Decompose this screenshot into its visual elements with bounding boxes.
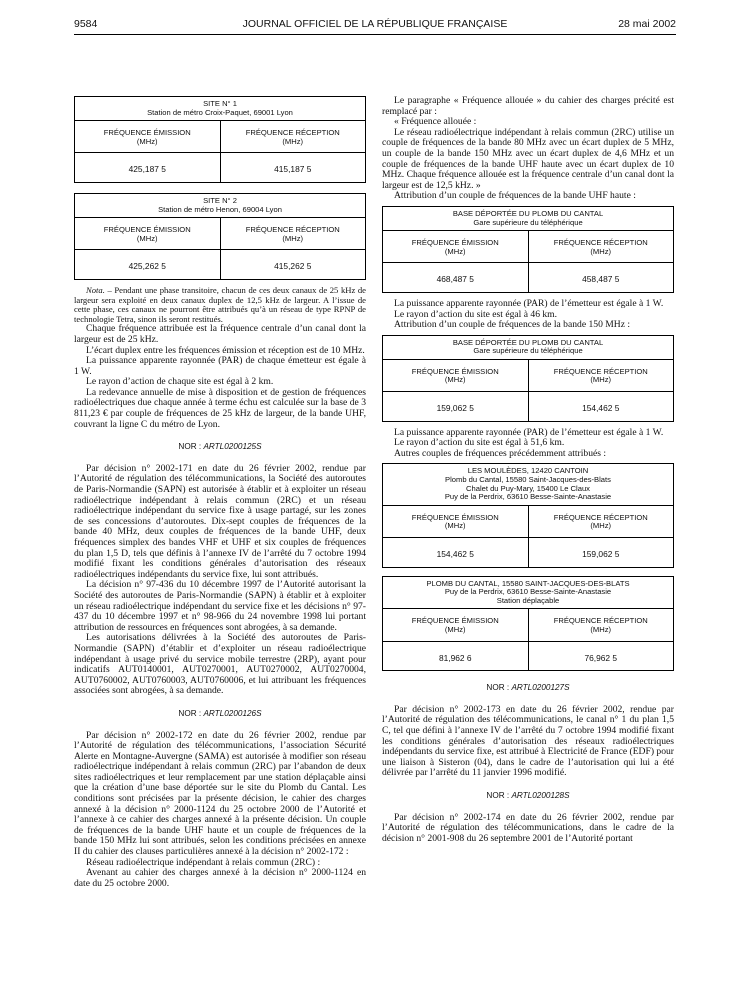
paragraph: Le rayon d’action de chaque site est égal à 2 km. bbox=[86, 376, 274, 388]
table-header-row bbox=[383, 231, 673, 263]
table-title-line: Gare supérieure du téléphérique bbox=[473, 346, 583, 356]
table-row bbox=[383, 392, 673, 421]
paragraph: La redevance annuelle de mise à disposition et de gestion de fréquences radioélectriques due chaque année à terme échu est calculée sur la base de 3 811,23 € par couple de fréquences de 25 kHz de largeur, de la bande UHF, couvrant la ligne C du métro de Lyon. bbox=[74, 386, 366, 430]
emission-value: 425,187 5 bbox=[128, 164, 166, 175]
paragraph: La décision n° 97-436 du 10 décembre 1997 de l’Autorité autorisant la Société des autoroutes de Paris-Normandie (SAPN) à établir et à exploiter un réseau radioélectrique indépendant du service fixe et les décisions n° 97-437 du 10 décembre 1997 et n° 98-966 du 24 novembre 1998 lui portant attribution de ressources en fréquences sont abrogées, à sa demande. bbox=[74, 579, 366, 633]
header-reception: FRÉQUENCE RÉCEPTION (MHz) bbox=[528, 506, 674, 538]
left-column bbox=[74, 96, 366, 889]
table-title bbox=[383, 464, 673, 505]
paragraph: Par décision n° 2002-174 en date du 26 février 2002, rendue par l’Autorité de régulation des télécommunications, dans le cadre de la décision n° 2001-908 du 26 septembre 2001 de l’Autorité portant bbox=[382, 811, 674, 844]
header-emission: FRÉQUENCE ÉMISSION (MHz) bbox=[383, 506, 528, 538]
reception-value: 154,462 5 bbox=[528, 392, 674, 421]
emission-value: 468,487 5 bbox=[436, 274, 474, 285]
table-title bbox=[383, 207, 673, 231]
table-row bbox=[383, 642, 673, 671]
paragraph: Avenant au cahier des charges annexé à la décision n° 2000-1124 en date du 25 octobre 2000. bbox=[74, 867, 366, 889]
table-title bbox=[383, 577, 673, 610]
paragraph: Le paragraphe « Fréquence allouée » du cahier des charges précité est remplacé par : bbox=[382, 95, 674, 117]
table-title-line: SITE N° 1 bbox=[203, 99, 237, 108]
paragraph: La puissance apparente rayonnée (PAR) de l’émetteur est égale à 1 W. bbox=[394, 297, 664, 309]
table-title bbox=[383, 336, 673, 360]
paragraph: Par décision n° 2002-171 en date du 26 février 2002, rendue par l’Autorité de régulation des télécommunications, la Société des autoroutes de Paris-Normandie (SAPN) est autorisée à établir et à exploiter un réseau radioélectrique indépendant à relais commun (2RC) et un réseau radioélectrique indépendant du service fixe à usage partagé, sur les zones de ses concessions d’autoroutes. Dix-sept couples de fréquences de la bande 40 MHz, deux couples de fréquences de la bande UHF, deux fréquences simplex des bandes VHF et UHF et six couples de fréquences du plan 1,5 D, tels que définis à l’annexe IV de l’arrêté du 7 octobre 1994 modifié fixant les conditions générales d’autorisation des réseaux radioélectriques indépendants du service fixe, lui sont attribués. bbox=[74, 462, 366, 580]
paragraph: L’écart duplex entre les fréquences émission et réception est de 10 MHz. bbox=[86, 344, 365, 356]
emission-value: 81,962 6 bbox=[438, 652, 472, 663]
table-title-line: Plomb du Cantal, 15580 Saint-Jacques-des-Blats bbox=[445, 475, 611, 485]
header-reception: FRÉQUENCE RÉCEPTION (MHz) bbox=[220, 121, 366, 153]
reception-value: 415,187 5 bbox=[220, 153, 366, 182]
nor-reference: NOR : ARTL0200126S bbox=[178, 708, 262, 718]
right-column bbox=[382, 96, 674, 844]
header-emission: FRÉQUENCE ÉMISSION (MHz) bbox=[383, 360, 528, 392]
table-header-row bbox=[383, 506, 673, 538]
emission-value: 159,062 5 bbox=[436, 403, 474, 414]
paragraph: Le rayon d’action du site est égal à 51,6 km. bbox=[394, 437, 565, 449]
paragraph: Attribution d’un couple de fréquences de la bande 150 MHz : bbox=[394, 319, 631, 331]
paragraph: La puissance apparente rayonnée (PAR) de l’émetteur est égale à 1 W. bbox=[394, 426, 664, 438]
table-title-line: Chalet du Puy-Mary, 15400 Le Claux bbox=[466, 483, 590, 493]
table-title-line: Puy de la Perdrix, 63610 Besse-Sainte-Anastasie bbox=[444, 492, 612, 502]
emission-value: 425,262 5 bbox=[128, 261, 166, 272]
table-header-row bbox=[75, 218, 365, 250]
table-title bbox=[75, 97, 365, 121]
table-row bbox=[75, 250, 365, 279]
paragraph: Chaque fréquence attribuée est la fréquence centrale d’un canal dont la largeur est de 25 kHz. bbox=[74, 323, 366, 345]
reception-value: 76,962 5 bbox=[528, 642, 674, 671]
frequency-table-plomb bbox=[382, 576, 674, 672]
paragraph: Réseau radioélectrique indépendant à relais commun (2RC) : bbox=[86, 856, 321, 868]
table-header-row bbox=[383, 360, 673, 392]
publication-date: 28 mai 2002 bbox=[618, 18, 676, 30]
nor-reference: NOR : ARTL0200128S bbox=[486, 790, 570, 800]
header-reception: FRÉQUENCE RÉCEPTION (MHz) bbox=[528, 360, 674, 392]
frequency-table-site-1 bbox=[74, 96, 366, 183]
header-emission: FRÉQUENCE ÉMISSION (MHz) bbox=[383, 231, 528, 263]
frequency-table-uhf bbox=[382, 206, 674, 293]
page-number: 9584 bbox=[74, 18, 98, 30]
paragraph: Le réseau radioélectrique indépendant à relais commun (2RC) utilise un couple de fréquences de la bande 80 MHz avec un écart duplex de 5 MHz, un couple de la bande 150 MHz avec un écart duplex de 4,6 MHz et un couple de fréquences de la bande UHF haute avec un écart duplex de 10 MHz. Chaque fréquence allouée est la fréquence centrale d’un canal dont la largeur est de 12,5 kHz. » bbox=[382, 126, 674, 191]
paragraph: « Fréquence allouée : bbox=[394, 116, 477, 128]
frequency-table-150mhz bbox=[382, 335, 674, 422]
table-title-line: BASE DÉPORTÉE DU PLOMB DU CANTAL bbox=[452, 337, 604, 347]
table-title-line: Puy de la Perdrix, 63610 Besse-Sainte-Anastasie bbox=[444, 587, 612, 597]
header-reception: FRÉQUENCE RÉCEPTION (MHz) bbox=[528, 609, 674, 641]
note-paragraph bbox=[74, 286, 366, 324]
reception-value: 458,487 5 bbox=[528, 263, 674, 292]
paragraph: Par décision n° 2002-173 en date du 26 février 2002, rendue par l’Autorité de régulation des télécommunications, le canal n° 1 du plan 1,5 C, tel que défini à l’annexe IV de l’arrêté du 7 octobre 1994 modifié fixant les conditions générales d’autorisation des réseaux radioélectriques indépendants du service fixe, est attribué à Electricité de France (EDF) pour une liaison à Sisteron (04), dans le cadre de l’autorisation qui lui a été délivrée par l’arrêté du 11 janvier 1996 modifié. bbox=[382, 703, 674, 779]
table-title-line: BASE DÉPORTÉE DU PLOMB DU CANTAL bbox=[452, 208, 604, 218]
header-reception: FRÉQUENCE RÉCEPTION (MHz) bbox=[528, 231, 674, 263]
journal-title: JOURNAL OFFICIEL DE LA RÉPUBLIQUE FRANÇAISE bbox=[242, 18, 508, 30]
paragraph: Par décision n° 2002-172 en date du 26 février 2002, rendue par l’Autorité de régulation des télécommunications, l’association Sécurité Alerte en Montagne-Auvergne (SAMA) est autorisée à modifier son réseau radioélectrique indépendant à relais commun (2RC) par l’abandon de deux sites radioélectriques et leur remplacement par une station déplaçable ainsi que la création d’une base déportée sur le site du Plomb du Cantal. Les conditions sont précisées par la présente décision, le cahier des charges annexé à la décision n° 2000-1124 du 25 octobre 2000 de l’Autorité et l’annexe à ce cahier des charges annexé à la présente décision. Un couple de fréquences de la bande UHF haute et un couple de fréquences de la bande 150 MHz lui sont attribués, selon les conditions précisées en annexe II du cahier des clauses particulières annexé à la décision n° 2002-172 : bbox=[74, 729, 366, 858]
table-title-line: PLOMB DU CANTAL, 15580 SAINT-JACQUES-DES-BLATS bbox=[426, 578, 630, 588]
table-title-line: Station de métro Henon, 69004 Lyon bbox=[158, 204, 282, 214]
table-header-row bbox=[75, 121, 365, 153]
header-emission: FRÉQUENCE ÉMISSION (MHz) bbox=[75, 218, 220, 250]
table-row bbox=[383, 538, 673, 567]
frequency-table-mouledes bbox=[382, 463, 674, 567]
reception-value: 159,062 5 bbox=[528, 538, 674, 567]
emission-value: 154,462 5 bbox=[436, 549, 474, 559]
paragraph: La puissance apparente rayonnée (PAR) de chaque émetteur est égale à 1 W. bbox=[74, 355, 366, 377]
paragraph: Autres couples de fréquences précédemment attribués : bbox=[394, 447, 607, 459]
note-label: Nota. bbox=[86, 284, 105, 295]
table-title-line: Station déplaçable bbox=[496, 595, 560, 605]
reception-value: 415,262 5 bbox=[220, 250, 366, 279]
nor-reference: NOR : ARTL0200125S bbox=[178, 442, 262, 452]
table-header-row bbox=[383, 609, 673, 641]
paragraph: Le rayon d’action du site est égal à 46 km. bbox=[394, 308, 558, 320]
paragraph: Les autorisations délivrées à la Société des autoroutes de Paris-Normandie (SAPN) d’établir et d’exploiter un réseau radioélectrique indépendant à usage privé du service mobile terrestre (2RP), ayant pour indicatifs AUT0140001, AUT0270001, AUT0270002, AUT0270004, AUT0760002, AUT0760003, AUT0760006, et lui attribuant les fréquences associées sont abrogées, à sa demande. bbox=[74, 632, 366, 697]
header-emission: FRÉQUENCE ÉMISSION (MHz) bbox=[75, 121, 220, 153]
table-row bbox=[75, 153, 365, 182]
table-row bbox=[383, 263, 673, 292]
nor-reference: NOR : ARTL0200127S bbox=[486, 683, 570, 693]
paragraph: Attribution d’un couple de fréquences de la bande UHF haute : bbox=[394, 190, 636, 202]
table-title-line: Gare supérieure du téléphérique bbox=[473, 217, 583, 227]
header-emission: FRÉQUENCE ÉMISSION (MHz) bbox=[383, 609, 528, 641]
table-title bbox=[75, 194, 365, 218]
table-title-line: Station de métro Croix-Paquet, 69001 Lyon bbox=[147, 107, 293, 117]
header-reception: FRÉQUENCE RÉCEPTION (MHz) bbox=[220, 218, 366, 250]
page-header bbox=[74, 12, 676, 35]
table-title-line: SITE N° 2 bbox=[203, 195, 237, 205]
frequency-table-site-2 bbox=[74, 193, 366, 280]
note-text: – Pendant une phase transitoire, chacun de ces deux canaux de 25 kHz de largeur sera exploité en deux canaux duplex de 12,5 kHz de largeur. A l’issue de cette phase, ces canaux ne pourront être attribués qu’à un réseau de type RPNP de technologie Tetra, sinon ils seront restitués. bbox=[74, 284, 366, 324]
table-title-line: LES MOULÈDES, 12420 CANTOIN bbox=[467, 466, 589, 476]
